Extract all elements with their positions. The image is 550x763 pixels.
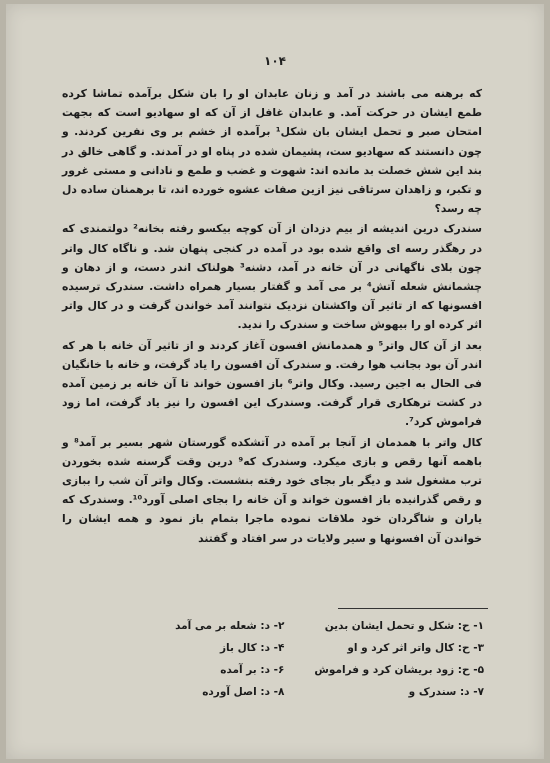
paragraph-3: بعد از آن کال واتر⁵ و همدمانش افسون آغاز کردند و از تاثیر آن خانه با هر که اندر آن بود بجانب هوا رفت. و سندرک آن افسون را یاد گرفت، و خانه با خانگیان فی الحال به اجین رسید. وکال واتر⁶ باز افسون خواند تا آن خانه بر زمین آمده در کشت ترهکاری قرار گرفت. وسندرک این افسون را نیز یاد گرفت، اما زود فراموش کرد⁷. <box>62 338 482 429</box>
page-number: ۱۰۴ <box>264 54 286 68</box>
body-text <box>62 84 482 548</box>
footnote-divider <box>338 608 488 609</box>
footnote-1: ۱- ح: شکل و تحمل ایشان بدین <box>324 620 484 632</box>
paragraph-2: سندرک درین اندیشه از بیم دزدان از آن کوچه بیکسو رفته بخانه² دولتمندی که در رهگذر رسه ای واقع شده بود در آمده در کنجی پنهان شد. و ناگاه کال واتر چون بلای ناگهانی در آن خانه در آمد، دشنه³ هولناک اندر دست، و از دهان و چشمانش شعله آتش⁴ بر می آمد و گفتار بسیار همراه داشت. سندرک ترسیده افسونها که از تاثیر آن واکشتان نزدیک نتوانند آمد خواندن گرفت و در کال واتر اثر کرده او را بیهوش ساخت و سندرک را ندید. <box>62 222 483 332</box>
footnote-2: ۲- د: شعله بر می آمد <box>175 620 285 632</box>
footnote-3: ۳- ح: کال واتر اثر کرد و او <box>347 642 484 654</box>
footnote-6: ۶- د: بر آمده <box>220 664 285 676</box>
footnotes <box>116 616 484 702</box>
footnote-4: ۴- د: کال باز <box>219 642 285 654</box>
footnote-5: ۵- ح: زود بریشان کرد و فراموش <box>314 664 484 676</box>
paragraph-4: کال واتر با همدمان از آنجا بر آمده در آتشکده گورستان شهر بسیر بر آمد⁸ و باهمه آنها رقص و بازی میکرد. وسندرک که⁹ درین وقت گرسنه شده بخوردن ترب مشغول شد و دیگر بار بجای خود رفته بنشست. وکال واتر آن شب را ببازی و رقص گذرانیده باز افسون خواند و آن خانه را بجای اصلی آورد¹⁰. وسندرک که یاران و شاگردان خود ملاقات نموده ماجرا بتمام باز نمود و همه ایشان را خواندن آن افسونها و سیر ولایات در سر افتاد و گفتند <box>62 435 483 545</box>
footnote-7: ۷- د: سندرک و <box>408 686 484 698</box>
footnote-8: ۸- د: اصل آورده <box>202 686 285 698</box>
book-page <box>6 4 544 759</box>
paragraph-1: که برهنه می باشند در آمد و زنان عابدان او را بان شکل برآمده تماشا کرده طمع ایشان در حرکت آمد. و عابدان غافل از آن که او سهادیو است که بجهت امتحان صبر و تحمل ایشان بان شکل¹ برآمده از خشم بر وی نفرین کردند. و چون دانستند که سهادیو ست، پشیمان شده در پناه او در آمدند. و گاهی خالق در بند این شش خصلت بد مانده اند: شهوت و غضب و طمع و نادانی و مستی غرور و تکبر، و زاهدان سرتاقی نیز ازین صفات عشوه خورده اند، تا برهمنان ساده دل چه رسد؟ <box>62 87 482 216</box>
